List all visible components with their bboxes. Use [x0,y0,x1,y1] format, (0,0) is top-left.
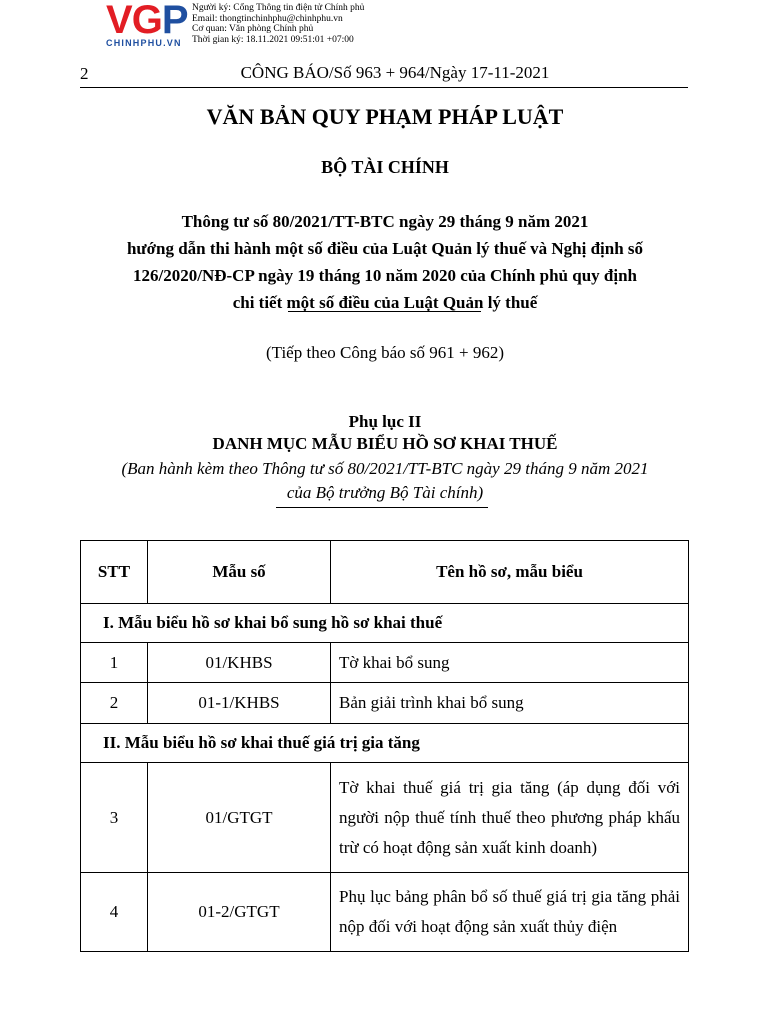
table-header-row [81,541,689,604]
header-rule [80,87,688,88]
email-line: Email: thongtinchinhphu@chinhphu.vn [192,13,343,24]
annex-divider [276,507,488,508]
annex-label: Phụ lục II [348,412,422,431]
page-number: 2 [80,64,89,83]
cell-form-name: Tờ khai bổ sung [331,643,689,683]
cell-form-code: 01-2/GTGT [148,873,331,952]
vgp-logo-subtitle: CHINHPHU.VN [106,38,182,48]
annex-note [90,457,680,505]
cell-form-name: Bản giải trình khai bổ sung [331,683,689,724]
cell-form-code: 01/GTGT [148,763,331,873]
circular-line: hướng dẫn thi hành một số điều của Luật Quản lý thuế và Nghị định số [126,239,644,258]
cell-form-code: 01/KHBS [148,643,331,683]
table-row [81,683,689,724]
signer-line: Người ký: Cổng Thông tin điện tử Chính phủ [192,3,365,13]
vgp-logo [106,0,196,48]
agency-line: Cơ quan: Văn phòng Chính phủ [192,24,314,34]
table-row [81,763,689,873]
signature-info [192,3,364,45]
forms-table [80,540,689,952]
section-title-cell: II. Mẫu biểu hồ sơ khai thuế giá trị gia tăng [81,724,689,763]
annex-title: DANH MỤC MẪU BIỂU HỒ SƠ KHAI THUẾ [212,434,558,453]
annex-note-line: (Ban hành kèm theo Thông tư số 80/2021/TT-BTC ngày 29 tháng 9 năm 2021 [121,459,649,478]
circular-line: Thông tư số 80/2021/TT-BTC ngày 29 tháng 9 năm 2021 [181,212,589,231]
gazette-header: CÔNG BÁO/Số 963 + 964/Ngày 17-11-2021 [240,63,550,82]
cell-form-name: Phụ lục bảng phân bổ số thuế giá trị gia tăng phải nộp đối với hoạt động sản xuất thủy điện [331,873,689,952]
cell-stt: 1 [81,643,148,683]
annex-note-line: của Bộ trưởng Bộ Tài chính) [286,483,484,502]
cell-form-code: 01-1/KHBS [148,683,331,724]
header-form-code: Mẫu số [148,541,331,604]
cell-form-name: Tờ khai thuế giá trị gia tăng (áp dụng đối với người nộp thuế tính thuế theo phương pháp khấu trừ có hoạt động sản xuất kinh doanh) [331,763,689,873]
issuer-title: BỘ TÀI CHÍNH [321,157,449,177]
circular-title [100,208,670,316]
header-form-name: Tên hồ sơ, mẫu biểu [331,541,689,604]
circular-line: 126/2020/NĐ-CP ngày 19 tháng 10 năm 2020 của Chính phủ quy định [133,266,637,285]
table-row [81,643,689,683]
cell-stt: 3 [81,763,148,873]
section-title: VĂN BẢN QUY PHẠM PHÁP LUẬT [206,104,564,129]
table-row [81,873,689,952]
section-row [81,604,689,643]
cell-stt: 2 [81,683,148,724]
section-row [81,724,689,763]
continuation-note: (Tiếp theo Công báo số 961 + 962) [266,343,504,362]
vgp-logo-letters: VGP [106,0,188,42]
section-title-cell: I. Mẫu biểu hồ sơ khai bổ sung hồ sơ khai thuế [81,604,689,643]
cell-stt: 4 [81,873,148,952]
sign-time-line: Thời gian ký: 18.11.2021 09:51:01 +07:00 [192,34,354,45]
header-stt: STT [81,541,148,604]
circular-line: chi tiết một số điều của Luật Quản lý thuế [232,293,538,312]
circular-divider [288,311,481,312]
